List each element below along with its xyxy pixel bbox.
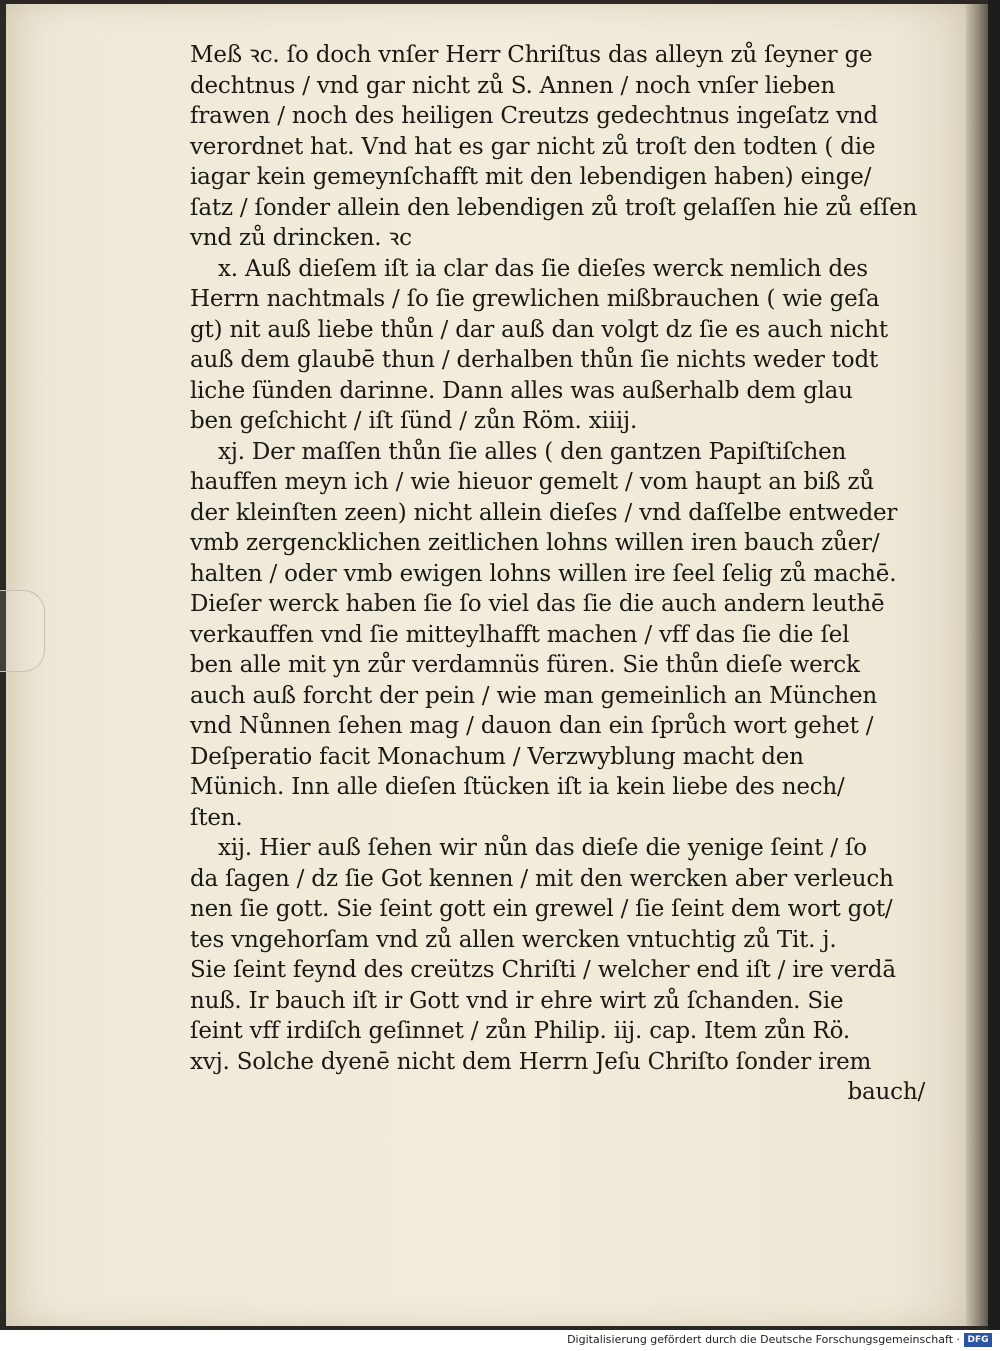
catchword: bauch/	[847, 1079, 925, 1105]
text-line: dechtnus / vnd gar nicht zů S. Annen / noch vnſer lieben	[190, 72, 836, 99]
text-line: vnd zů drincken. ꝛc	[190, 225, 412, 251]
text-line: halten / oder vmb ewigen lohns willen ire ſeel ſelig zů machē.	[190, 560, 897, 587]
section-start-line: xj. Der maſſen thůn ſie alles ( den gantzen Papiſtiſchen	[218, 438, 847, 465]
text-line: ben alle mit yn zůr verdamnüs füren. Sie thůn dieſe werck	[190, 652, 860, 678]
section-start-line: x. Auß dieſem iſt ia clar das ſie dieſes werck nemlich des	[218, 255, 868, 282]
text-line: verordnet hat. Vnd hat es gar nicht zů troſt den todten ( die	[190, 133, 876, 160]
scan-edge	[988, 0, 1000, 1330]
text-line: Deſperatio facit Monachum / Verzwyblung macht den	[190, 743, 804, 770]
text-line: ſten.	[190, 804, 243, 831]
dfg-logo: DFG	[964, 1333, 992, 1347]
text-line: ſeint vff irdiſch geſinnet / zůn Philip. iij. cap. Item zůn Rö.	[190, 1018, 850, 1044]
text-line: liche ſünden darinne. Dann alles was außerhalb dem glau	[190, 377, 853, 404]
text-line: ſatz / ſonder allein den lebendigen zů troſt gelaſſen hie zů eſſen	[190, 194, 918, 221]
text-line: tes vngehorſam vnd zů allen wercken vntuchtig zů Tit. j.	[190, 926, 837, 953]
text-line: vmb zergencklichen zeitlichen lohns willen iren bauch zůer/	[190, 530, 880, 556]
text-line: vnd Nůnnen ſehen mag / dauon dan ein ſprůch wort gehet /	[190, 713, 874, 739]
page-clip	[0, 590, 45, 672]
text-line: der kleinſten zeen) nicht allein dieſes / vnd daſſelbe entweder	[190, 499, 898, 526]
text-line: ben geſchicht / iſt ſünd / zůn Röm. xiiij.	[190, 408, 638, 434]
funding-note: Digitalisierung gefördert durch die Deutsche Forschungsgemeinschaft ·	[567, 1333, 960, 1346]
text-line: xvj. Solche dyenē nicht dem Herrn Jeſu Chriſto ſonder irem	[190, 1048, 872, 1075]
text-line: da ſagen / dz ſie Got kennen / mit den wercken aber verleuch	[190, 865, 894, 892]
page-edge-gutter	[966, 4, 988, 1326]
section-start-line: xij. Hier auß ſehen wir nůn das dieſe die yenige ſeint / ſo	[218, 835, 867, 861]
text-line: hauffen meyn ich / wie hieuor gemelt / vom haupt an biß zů	[190, 469, 874, 495]
text-line: frawen / noch des heiligen Creutzs gedechtnus ingeſatz vnd	[190, 103, 878, 129]
page-text	[190, 40, 935, 1108]
text-line: nen ſie gott. Sie ſeint gott ein grewel / ſie ſeint dem wort got/	[190, 896, 893, 922]
text-line: Dieſer werck haben ſie ſo viel das ſie die auch andern leuthē	[190, 591, 885, 617]
footer-bar	[0, 1330, 1000, 1351]
text-line: gt) nit auß liebe thůn / dar auß dan volgt dz ſie es auch nicht	[190, 316, 888, 343]
text-line: iagar kein gemeynſchafft mit den lebendigen haben) einge/	[190, 164, 872, 190]
text-line: Münich. Inn alle dieſen ſtücken iſt ia kein liebe des nech/	[190, 774, 845, 800]
text-line: Herrn nachtmals / ſo ſie grewlichen mißbrauchen ( wie geſa	[190, 286, 880, 312]
text-line: auß dem glaubē thun / derhalben thůn ſie nichts weder todt	[190, 347, 879, 373]
text-line: verkauffen vnd ſie mitteylhafft machen / vff das ſie die ſel	[190, 621, 850, 648]
text-line: Meß ꝛc. ſo doch vnſer Herr Chriſtus das alleyn zů ſeyner ge	[190, 42, 873, 68]
text-line: auch auß forcht der pein / wie man gemeinlich an München	[190, 682, 878, 709]
text-line: Sie ſeint feynd des creützs Chriſti / welcher end iſt / ire verdā	[190, 957, 896, 983]
text-line: nuß. Ir bauch iſt ir Gott vnd ir ehre wirt zů ſchanden. Sie	[190, 987, 844, 1014]
